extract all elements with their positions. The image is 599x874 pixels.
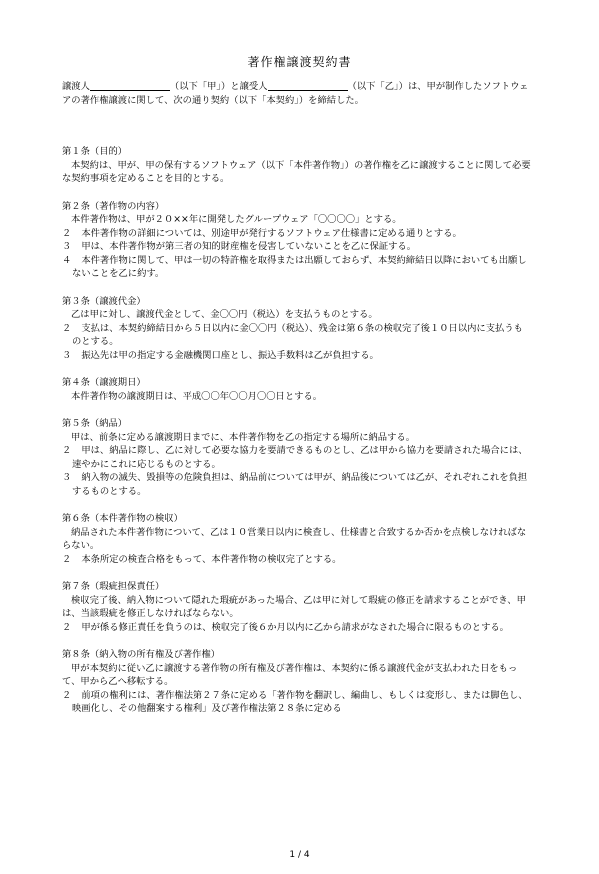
article-clause [62, 444, 532, 471]
article-clause [62, 240, 532, 254]
article-heading: 第４条（譲渡期日） [62, 377, 146, 388]
article-3 [62, 295, 532, 363]
clause-text: 本件著作物の詳細については、別途甲が発行するソフトウェア仕様書に定める通りとする。 [81, 227, 462, 239]
intro-paragraph [62, 80, 532, 107]
clause-text: 甲が係る修正責任を負うのは、検収完了後６か月以内に乙から請求がなされた場合に限るものとする。 [81, 621, 509, 633]
article-8 [62, 648, 532, 716]
clause-text: 振込先は甲の指定する金融機関口座とし、振込手数料は乙が負担する。 [81, 349, 379, 361]
intro-text-1: （以下「甲」）と譲受人 [169, 81, 268, 92]
article-4 [62, 376, 532, 403]
article-clause [62, 227, 532, 241]
clause-number: ２ [62, 227, 72, 239]
article-7 [62, 580, 532, 634]
article-2 [62, 200, 532, 281]
clause-text: 甲は、納品に際し、乙に対して必要な協力を要請できるものとし、乙は甲から協力を要請された場合には、速やかにこれに応じるものとする。 [72, 445, 528, 470]
assignor-label: 譲渡人 [62, 81, 90, 92]
article-paragraph: 納品された本件著作物について、乙は１０営業日以内に検査し、仕様書と合致するか否かを点検しなければならない。 [62, 526, 527, 551]
assignee-blank [268, 80, 348, 91]
article-heading: 第７条（瑕疵担保責任） [62, 581, 165, 592]
assignor-blank [90, 80, 170, 91]
clause-number: ２ [62, 689, 72, 701]
article-heading: 第３条（譲渡代金） [62, 295, 146, 307]
article-paragraph: 甲が本契約に従い乙に譲渡する著作物の所有権及び著作権は、本契約に係る譲渡代金が支払われた日をもって、甲から乙へ移転する。 [62, 662, 518, 687]
clause-number: ２ [62, 445, 72, 456]
article-heading: 第５条（納品） [62, 418, 128, 429]
article-list [62, 145, 532, 716]
clause-number: ３ [62, 241, 72, 252]
article-paragraph: 甲は、前条に定める譲渡期日までに、本件著作物を乙の指定する場所に納品する。 [71, 431, 415, 443]
article-clause [62, 621, 532, 635]
intro-text-2: （以下「乙」）は、甲が制作したソフトウェアの著作権譲渡に関して、次の通り契約（以下「本契約」）を締結した。 [62, 81, 529, 106]
clause-number: ２ [62, 553, 72, 565]
clause-text: 支払は、本契約締結日から５日以内に金〇〇円（税込）、残金は第６条の検収完了後１０日以内に支払うものとする。 [72, 322, 523, 347]
clause-number: ２ [62, 621, 72, 633]
article-clause [62, 471, 532, 498]
article-clause [62, 553, 532, 567]
clause-text: 納入物の滅失、毀損等の危険負担は、納品前については甲が、納品後については乙が、それぞれこれを負担するものとする。 [72, 472, 528, 497]
clause-number: ３ [62, 472, 72, 483]
page-number: 1 / 4 [289, 850, 310, 860]
article-clause [62, 254, 532, 281]
clause-text: 甲は、本件著作物が第三者の知的財産権を侵害していないことを乙に保証する。 [81, 241, 417, 252]
article-paragraph: 本契約は、甲が、甲の保有するソフトウェア（以下「本件著作物」）の著作権を乙に譲渡することに関して必要な契約事項を定めることを目的とする。 [62, 159, 531, 184]
clause-text: 本件著作物に関して、甲は一切の特許権を取得または出願しておらず、本契約締結日以降においても出願しないことを乙に約す。 [72, 254, 527, 279]
article-heading: 第８条（納入物の所有権及び著作権） [62, 649, 221, 660]
article-heading: 第６条（本件著作物の検収） [62, 513, 183, 524]
clause-number: ４ [62, 254, 72, 266]
article-paragraph: 検収完了後、納入物について隠れた瑕疵があった場合、乙は甲に対して瑕疵の修正を請求することができ、甲は、当該瑕疵を修正しなければならない。 [62, 594, 526, 619]
clause-number: ３ [62, 349, 72, 361]
article-paragraph: 本件著作物の譲渡期日は、平成〇〇年〇〇月〇〇日とする。 [71, 390, 323, 402]
article-heading: 第２条（著作物の内容） [62, 200, 165, 212]
document-body [62, 80, 532, 730]
article-clause [62, 689, 532, 716]
article-6 [62, 512, 532, 566]
article-5 [62, 417, 532, 498]
article-clause [62, 322, 532, 349]
article-1 [62, 145, 532, 186]
clause-text: 前項の権利には、著作権法第２７条に定める「著作物を翻訳し、編曲し、もしくは変形し、または脚色し、映画化し、その他翻案する権利」及び著作権法第２８条に定める [72, 689, 528, 714]
article-clause [62, 349, 532, 363]
article-paragraph: 本件著作物は、甲が２０××年に開発したグループウェア「〇〇〇〇」とする。 [71, 214, 402, 225]
article-paragraph: 乙は甲に対し、譲渡代金として、金〇〇円（税込）を支払うものとする。 [71, 309, 378, 320]
clause-number: ２ [62, 322, 72, 334]
clause-text: 本条所定の検査合格をもって、本件著作物の検収完了とする。 [81, 553, 342, 565]
article-heading: 第１条（目的） [62, 146, 128, 157]
document-title: 著作権譲渡契約書 [247, 55, 352, 69]
